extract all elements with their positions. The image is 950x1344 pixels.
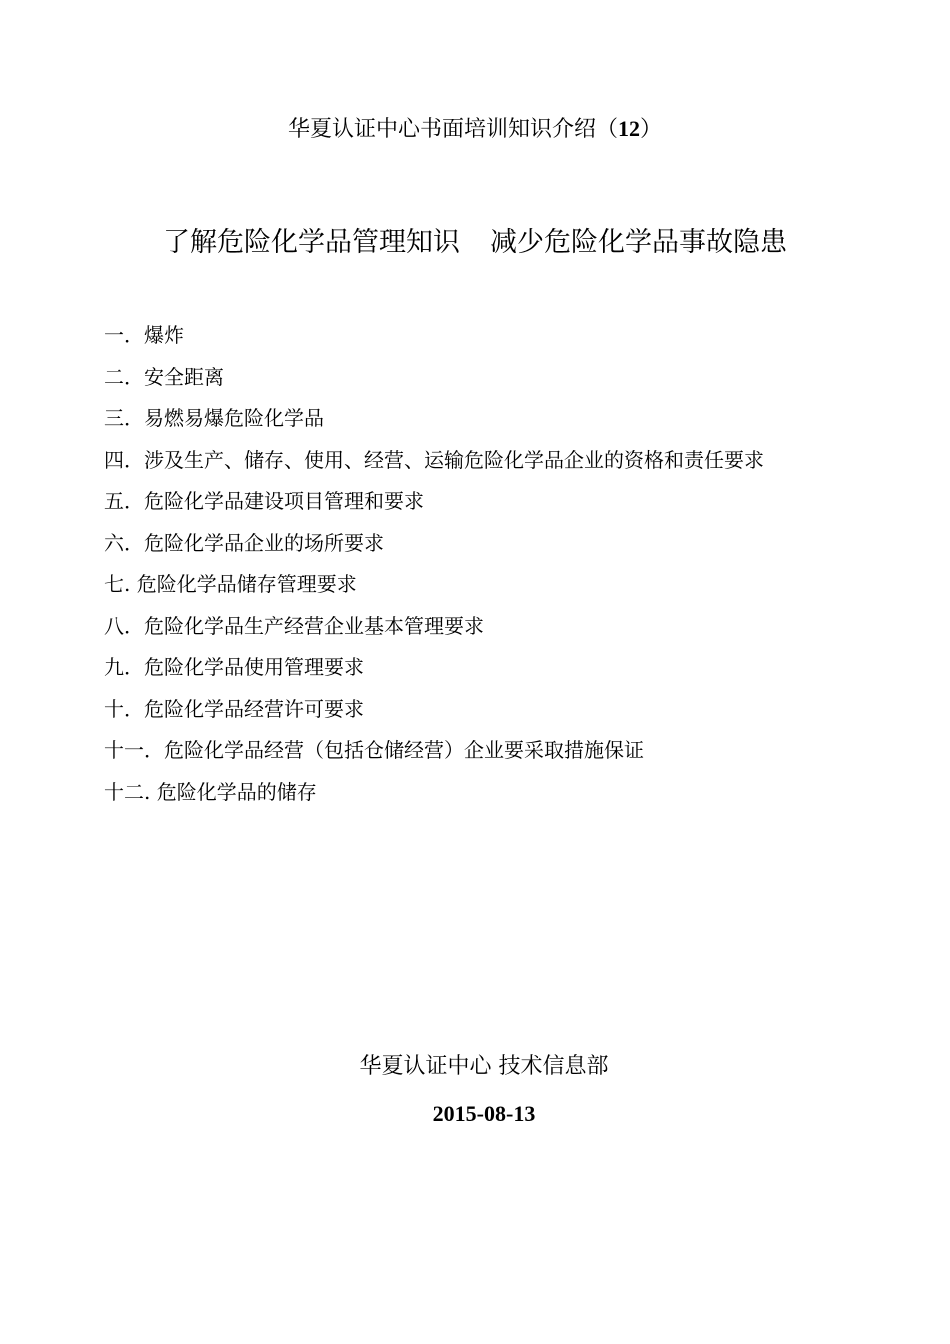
toc-item: 六．危险化学品企业的场所要求 bbox=[104, 530, 384, 555]
toc-item: 七. 危险化学品储存管理要求 bbox=[104, 572, 357, 596]
toc-item: 二．安全距离 bbox=[104, 364, 224, 389]
title-part-1: 了解危险化学品管理知识 bbox=[163, 227, 460, 258]
document-subtitle bbox=[0, 112, 950, 147]
toc-item: 十．危险化学品经营许可要求 bbox=[104, 696, 364, 721]
footer-date: 2015-08-13 bbox=[432, 1101, 536, 1126]
title-part-2: 减少危险化学品事故隐患 bbox=[490, 227, 787, 258]
table-of-contents bbox=[104, 315, 764, 813]
toc-item: 一．爆炸 bbox=[104, 323, 184, 347]
toc-item: 十一．危险化学品经营（包括仓储经营）企业要采取措施保证 bbox=[104, 738, 644, 762]
toc-item: 八．危险化学品生产经营企业基本管理要求 bbox=[104, 613, 484, 638]
toc-item: 三．易燃易爆危险化学品 bbox=[104, 406, 324, 430]
subtitle-prefix: 华夏认证中心书面培训知识介绍（ bbox=[287, 117, 618, 142]
footer-organization: 华夏认证中心 技术信息部 bbox=[359, 1054, 609, 1079]
toc-item: 五．危险化学品建设项目管理和要求 bbox=[104, 489, 424, 513]
toc-item: 九．危险化学品使用管理要求 bbox=[104, 655, 364, 679]
document-title bbox=[0, 222, 950, 264]
toc-item: 十二. 危险化学品的储存 bbox=[104, 779, 317, 804]
subtitle-number: 12 bbox=[618, 116, 640, 141]
toc-item: 四．涉及生产、储存、使用、经营、运输危险化学品企业的资格和责任要求 bbox=[104, 447, 764, 472]
subtitle-suffix: ） bbox=[640, 117, 663, 142]
